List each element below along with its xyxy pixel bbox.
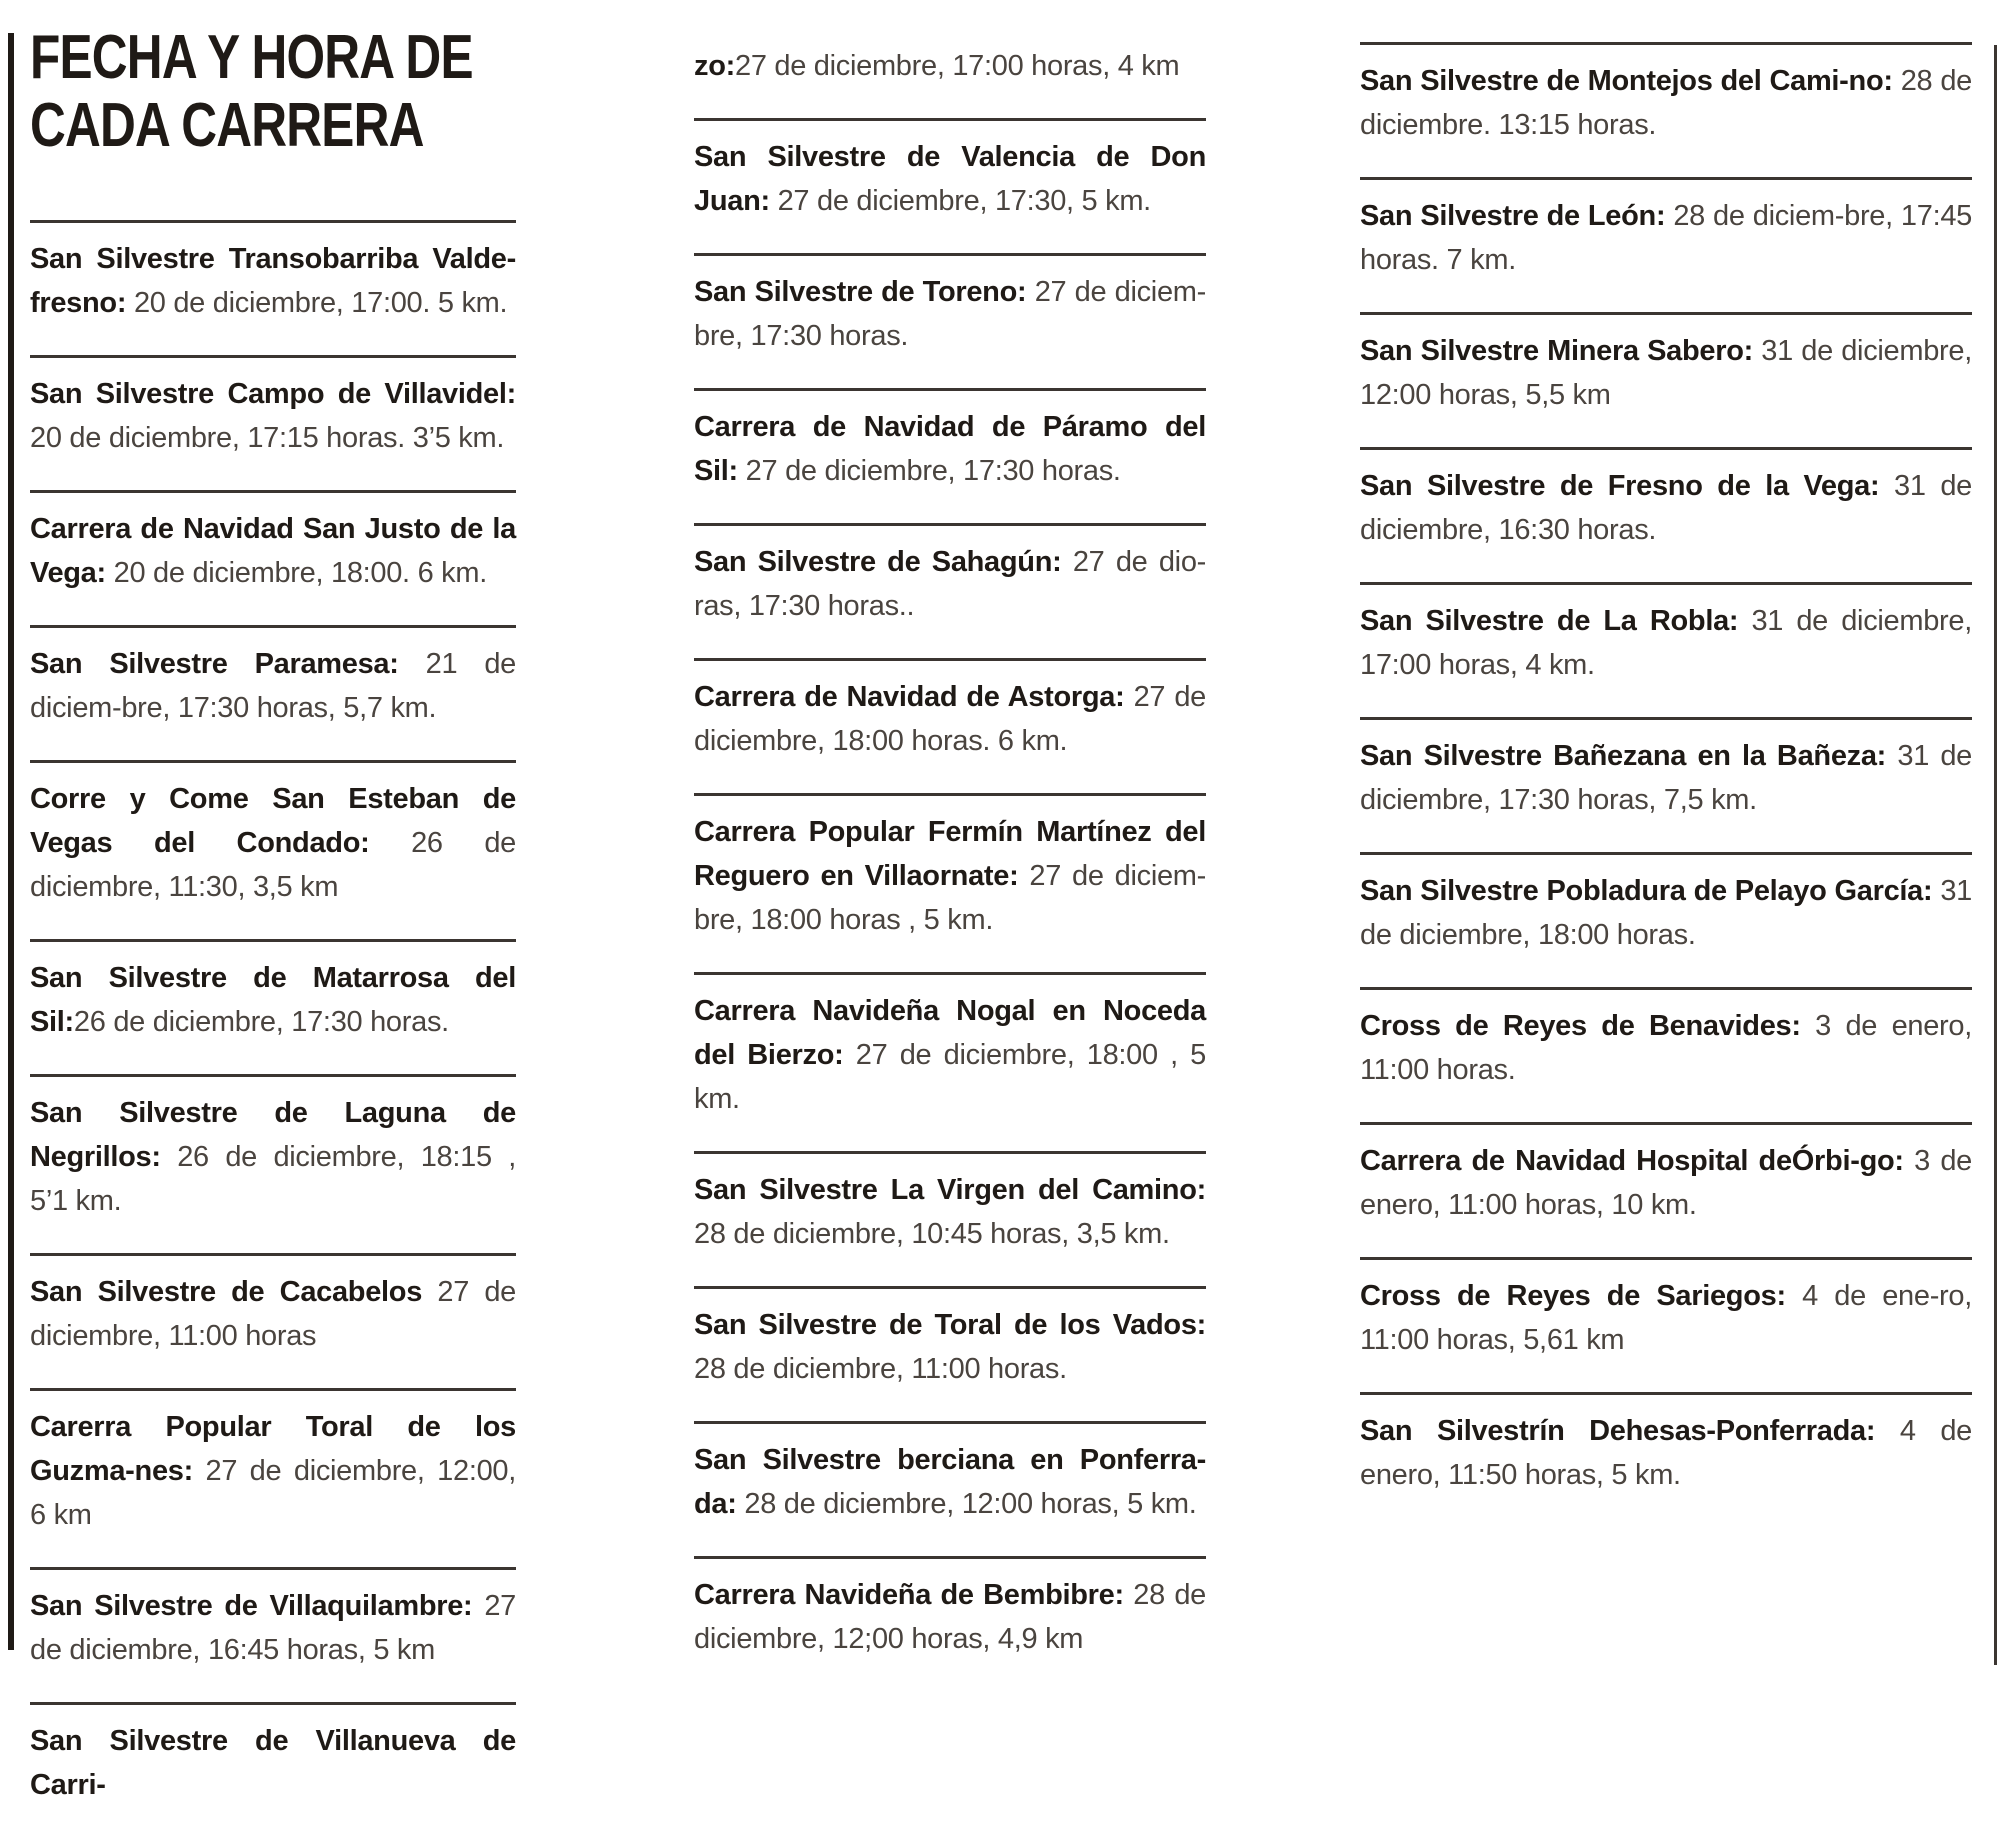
race-name: San Silvestre berciana en Ponferra-da: bbox=[694, 1444, 1206, 1520]
race-details: 4 de enero, 11:50 horas, 5 km. bbox=[1360, 1415, 1972, 1491]
race-details: 27 de diciembre, 18:00 horas. 6 km. bbox=[694, 681, 1206, 757]
race-details: 3 de enero, 11:00 horas. bbox=[1360, 1010, 1972, 1086]
race-name: Corre y Come San Esteban de Vegas del Condado: bbox=[30, 783, 516, 859]
race-entry bbox=[30, 1702, 516, 1837]
race-details: 26 de diciembre, 11:30, 3,5 km bbox=[30, 827, 516, 903]
race-details: 28 de diciembre, 12:00 horas, 5 km. bbox=[736, 1488, 1197, 1520]
race-name: Carrera de Navidad de Astorga: bbox=[694, 681, 1125, 713]
race-details: 27 de diciembre, 17:30, 5 km. bbox=[769, 185, 1151, 217]
race-entry bbox=[30, 220, 516, 355]
race-details: 27 de diciembre, 16:45 horas, 5 km bbox=[30, 1590, 516, 1666]
race-details: 28 de diciembre, 10:45 horas, 3,5 km. bbox=[694, 1218, 1170, 1250]
race-name: San Silvestre Paramesa: bbox=[30, 648, 399, 680]
race-entry bbox=[694, 523, 1206, 658]
race-entry bbox=[694, 1286, 1206, 1421]
race-name: San Silvestre de Fresno de la Vega: bbox=[1360, 470, 1880, 502]
race-details: 21 de diciem-bre, 17:30 horas, 5,7 km. bbox=[30, 648, 517, 724]
race-name: San Silvestre Bañezana en la Bañeza: bbox=[1360, 740, 1887, 772]
race-entry bbox=[1360, 1392, 1972, 1527]
race-entry bbox=[1360, 987, 1972, 1122]
race-entry bbox=[30, 1253, 516, 1388]
race-entry bbox=[30, 625, 516, 760]
race-name: San Silvestre de Sahagún: bbox=[694, 546, 1062, 578]
race-details: 27 de diciem-bre, 17:30 horas. bbox=[694, 276, 1206, 352]
race-entry bbox=[30, 490, 516, 625]
race-entry bbox=[1360, 312, 1972, 447]
race-entry bbox=[30, 355, 516, 490]
race-name: San Silvestre de León: bbox=[1360, 200, 1666, 232]
page-title-line-2: CADA CARRERA bbox=[30, 91, 424, 160]
race-name: zo: bbox=[694, 50, 735, 82]
race-entry bbox=[694, 24, 1206, 118]
column-3 bbox=[1360, 24, 1972, 1527]
race-entry bbox=[30, 760, 516, 939]
race-name: San Silvestre Campo de Villavidel: bbox=[30, 378, 516, 410]
race-entry bbox=[1360, 1257, 1972, 1392]
race-name: San Silvestre La Virgen del Camino: bbox=[694, 1174, 1206, 1206]
race-name: Carrera Navideña Nogal en Noceda del Bierzo: bbox=[694, 995, 1206, 1071]
race-name: Carrera Navideña de Bembibre: bbox=[694, 1579, 1124, 1611]
race-name: San Silvestre de Montejos del Cami-no: bbox=[1360, 65, 1893, 97]
race-name: San Silvestre de Villaquilambre: bbox=[30, 1590, 473, 1622]
race-name: Cross de Reyes de Benavides: bbox=[1360, 1010, 1801, 1042]
race-details: 28 de diciembre, 11:00 horas. bbox=[694, 1353, 1067, 1385]
race-name: San Silvestre de Valencia de Don Juan: bbox=[694, 141, 1206, 217]
race-entry bbox=[1360, 717, 1972, 852]
race-entry bbox=[30, 1074, 516, 1253]
right-border-rule bbox=[1994, 45, 1997, 1665]
race-details: 28 de diciembre. 13:15 horas. bbox=[1360, 65, 1972, 141]
race-name: San Silvestre de La Robla: bbox=[1360, 605, 1739, 637]
race-name: Carrera Popular Fermín Martínez del Reguero en Villaornate: bbox=[694, 816, 1206, 892]
race-name: San Silvestre de Matarrosa del Sil: bbox=[30, 962, 516, 1038]
race-entry bbox=[1360, 42, 1972, 177]
race-details: 4 de ene-ro, 11:00 horas, 5,61 km bbox=[1360, 1280, 1972, 1356]
race-name: Carrera de Navidad Hospital deÓrbi-go: bbox=[1360, 1145, 1904, 1177]
race-details: 20 de diciembre, 17:15 horas. 3’5 km. bbox=[30, 422, 505, 454]
race-details: 27 de diciem-bre, 18:00 horas , 5 km. bbox=[694, 860, 1206, 936]
race-name: Carrera de Navidad de Páramo del Sil: bbox=[694, 411, 1206, 487]
race-details: 26 de diciembre, 18:15 , 5’1 km. bbox=[30, 1141, 516, 1217]
race-entry bbox=[694, 1556, 1206, 1691]
race-details: 31 de diciembre, 18:00 horas. bbox=[1360, 875, 1972, 951]
race-name: San Silvestre Minera Sabero: bbox=[1360, 335, 1753, 367]
race-entry bbox=[694, 1421, 1206, 1556]
race-entry bbox=[694, 972, 1206, 1151]
race-details: 28 de diciembre, 12;00 horas, 4,9 km bbox=[694, 1579, 1206, 1655]
column-2 bbox=[694, 24, 1206, 1691]
race-details: 31 de diciembre, 17:00 horas, 4 km. bbox=[1360, 605, 1972, 681]
page-title bbox=[30, 24, 516, 160]
race-name: San Silvestre de Villanueva de Carri- bbox=[30, 1725, 516, 1801]
race-details: 27 de diciembre, 17:00 horas, 4 km bbox=[734, 50, 1180, 82]
race-entry bbox=[694, 793, 1206, 972]
race-name: San Silvestre de Toral de los Vados: bbox=[694, 1309, 1206, 1341]
race-entry bbox=[694, 118, 1206, 253]
race-details: 31 de diciembre, 16:30 horas. bbox=[1360, 470, 1972, 546]
race-entry bbox=[1360, 177, 1972, 312]
race-entry bbox=[30, 1567, 516, 1702]
race-details: 31 de diciembre, 17:30 horas, 7,5 km. bbox=[1360, 740, 1973, 816]
race-entry bbox=[1360, 582, 1972, 717]
race-name: Carerra Popular Toral de los Guzma-nes: bbox=[30, 1411, 516, 1487]
race-details: 27 de diciembre, 11:00 horas bbox=[30, 1276, 517, 1352]
race-details: 28 de diciem-bre, 17:45 horas. 7 km. bbox=[1360, 200, 1972, 276]
race-details: 26 de diciembre, 17:30 horas. bbox=[73, 1006, 449, 1038]
race-entry bbox=[30, 1388, 516, 1567]
race-name: San Silvestre de Cacabelos bbox=[30, 1276, 423, 1308]
column-1 bbox=[30, 24, 516, 1837]
race-details: 20 de diciembre, 17:00. 5 km. bbox=[126, 287, 508, 319]
race-entry bbox=[1360, 447, 1972, 582]
race-entry bbox=[694, 253, 1206, 388]
race-entry bbox=[1360, 852, 1972, 987]
page-title-line-1: FECHA Y HORA DE bbox=[30, 23, 473, 92]
race-name: San Silvestrín Dehesas-Ponferrada: bbox=[1360, 1415, 1876, 1447]
race-entry bbox=[30, 939, 516, 1074]
race-name: Carrera de Navidad San Justo de la Vega: bbox=[30, 513, 516, 589]
race-details: 31 de diciembre, 12:00 horas, 5,5 km bbox=[1360, 335, 1972, 411]
race-name: San Silvestre de Toreno: bbox=[694, 276, 1027, 308]
race-entry bbox=[694, 1151, 1206, 1286]
race-entry bbox=[1360, 1122, 1972, 1257]
race-entry bbox=[694, 658, 1206, 793]
race-name: San Silvestre Pobladura de Pelayo García: bbox=[1360, 875, 1933, 907]
race-name: San Silvestre de Laguna de Negrillos: bbox=[30, 1097, 516, 1173]
race-name: Cross de Reyes de Sariegos: bbox=[1360, 1280, 1786, 1312]
left-border-rule bbox=[8, 33, 14, 1650]
race-details: 3 de enero, 11:00 horas, 10 km. bbox=[1360, 1145, 1972, 1221]
race-details: 27 de diciembre, 18:00 , 5 km. bbox=[694, 1039, 1206, 1115]
race-name: San Silvestre Transobarriba Valde-fresno: bbox=[30, 243, 516, 319]
race-details: 27 de diciembre, 17:30 horas. bbox=[737, 455, 1121, 487]
race-details: 27 de diciembre, 12:00, 6 km bbox=[30, 1455, 516, 1531]
race-details: 20 de diciembre, 18:00. 6 km. bbox=[105, 557, 487, 589]
race-details: 27 de dio-ras, 17:30 horas.. bbox=[694, 546, 1206, 622]
race-entry bbox=[694, 388, 1206, 523]
